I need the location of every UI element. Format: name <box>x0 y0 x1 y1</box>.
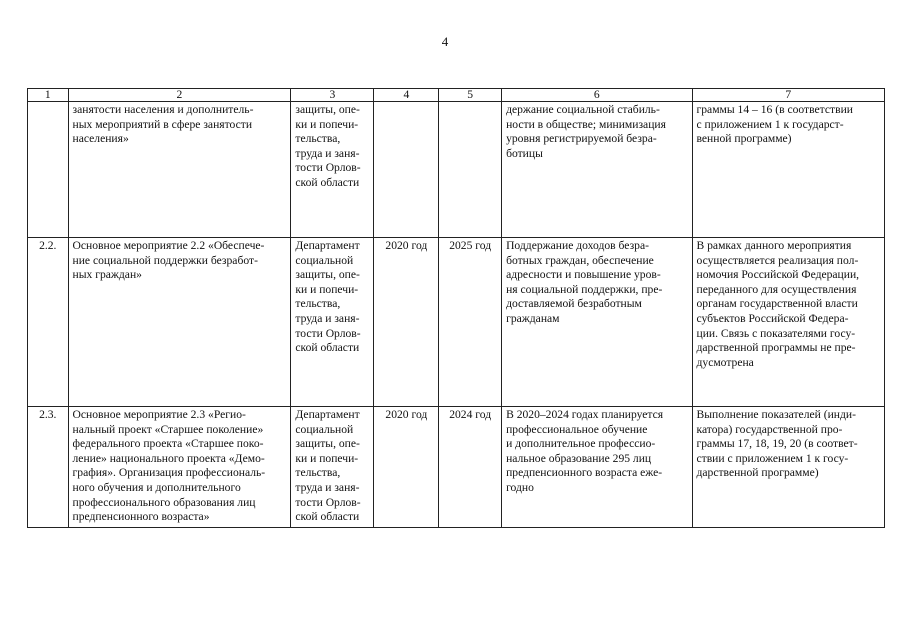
column-header: 6 <box>502 89 692 102</box>
expected-result-cell: держание социальной стабиль- ности в обществе; минимизация уровня регистрируемой безра- ботицы <box>502 102 692 238</box>
start-year-cell <box>374 102 439 238</box>
row-number-cell: 2.3. <box>28 407 69 528</box>
table-row <box>28 102 885 238</box>
row-number-cell <box>28 102 69 238</box>
column-header: 7 <box>692 89 885 102</box>
column-header: 1 <box>28 89 69 102</box>
start-year-cell: 2020 год <box>374 238 439 407</box>
event-name-cell: занятости населения и дополнитель- ных мероприятий в сфере занятости населения» <box>68 102 291 238</box>
executor-cell: защиты, опе- ки и попечи- тельства, труда и заня- тости Орлов- ской области <box>291 102 374 238</box>
table-header-row <box>28 89 885 102</box>
end-year-cell <box>439 102 502 238</box>
expected-result-cell: Поддержание доходов безра- ботных граждан, обеспечение адресности и повышение уров- ня социальной поддержки, пре- доставляемой безработным гражданам <box>502 238 692 407</box>
table-row <box>28 407 885 528</box>
column-header: 2 <box>68 89 291 102</box>
column-header: 5 <box>439 89 502 102</box>
column-header: 3 <box>291 89 374 102</box>
program-table <box>27 88 885 528</box>
start-year-cell: 2020 год <box>374 407 439 528</box>
expected-result-cell: В 2020–2024 годах планируется профессиональное обучение и дополнительное профессио- нальное образование 295 лиц предпенсионного возраста еже- годно <box>502 407 692 528</box>
row-number-cell: 2.2. <box>28 238 69 407</box>
table-row <box>28 238 885 407</box>
executor-cell: Департамент социальной защиты, опе- ки и попечи- тельства, труда и заня- тости Орлов- ской области <box>291 407 374 528</box>
column-header: 4 <box>374 89 439 102</box>
end-year-cell: 2025 год <box>439 238 502 407</box>
end-year-cell: 2024 год <box>439 407 502 528</box>
indicator-link-cell: граммы 14 – 16 (в соответствии с приложением 1 к государст- венной программе) <box>692 102 885 238</box>
indicator-link-cell: В рамках данного мероприятия осуществляется реализация пол- номочия Российской Федерации, переданного для осуществления органам государственной власти субъектов Российской Федера- ции. Связь с показателями госу- дарственной программы не пре- дусмотрена <box>692 238 885 407</box>
indicator-link-cell: Выполнение показателей (инди- катора) государственной про- граммы 17, 18, 19, 20 (в соответ- ствии с приложением 1 к госу- дарственной программе) <box>692 407 885 528</box>
page-number: 4 <box>441 34 449 49</box>
event-name-cell: Основное мероприятие 2.2 «Обеспече- ние социальной поддержки безработ- ных граждан» <box>68 238 291 407</box>
executor-cell: Департамент социальной защиты, опе- ки и попечи- тельства, труда и заня- тости Орлов- ской области <box>291 238 374 407</box>
event-name-cell: Основное мероприятие 2.3 «Регио- нальный проект «Старшее поколение» федерального проекта «Старшее поко- ление» национального проекта «Демо- графия». Организация профессиональ- ного обучения и дополнительного профессионального образования лиц предпенсионного возраста» <box>68 407 291 528</box>
